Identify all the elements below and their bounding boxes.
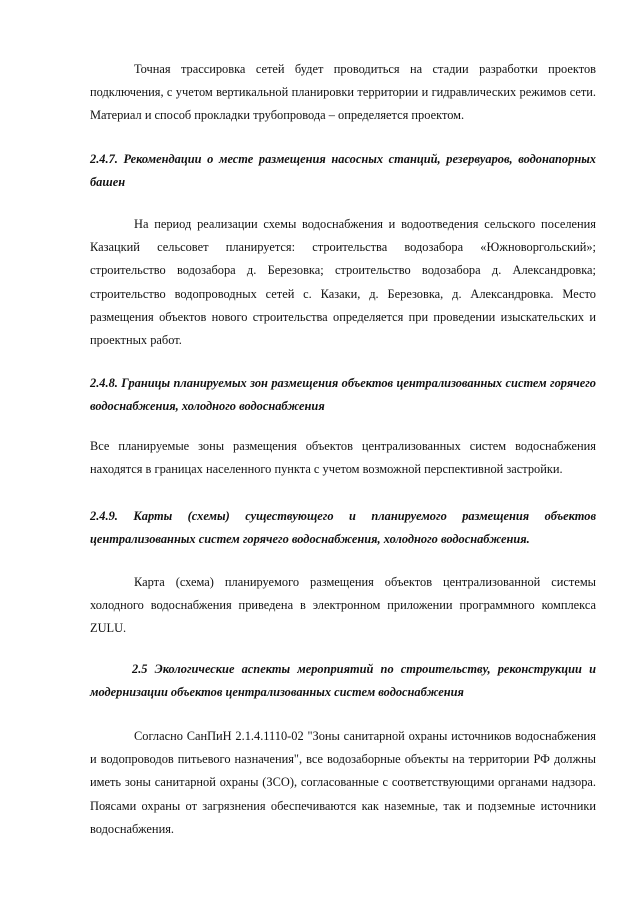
- paragraph-water-intake-plans: На период реализации схемы водоснабжения и водоотведения сельского поселения Казацкий сельсовет планируется: строительства водозабора «Южноворгольский»; строительство водозабора д. Березовка; строительство водозабора д. Александровка; строительство водопроводных сетей с. Казаки, д. Березовка, д. Александровка. Место размещения объектов нового строительства определяется при проведении изыскательских и проектных работ.: [90, 217, 596, 348]
- heading-2-4-7: 2.4.7. Рекомендации о месте размещения насосных станций, резервуаров, водонапорных башен: [90, 152, 596, 190]
- heading-2-5: 2.5 Экологические аспекты мероприятий по строительству, реконструкции и модернизации объектов централизованных систем водоснабжения: [90, 662, 596, 700]
- heading-2-4-9: 2.4.9. Карты (схемы) существующего и планируемого размещения объектов централизованных систем горячего водоснабжения, холодного водоснабжения.: [90, 509, 596, 547]
- paragraph-zulu-map: Карта (схема) планируемого размещения объектов централизованной системы холодного водоснабжения приведена в электронном приложении программного комплекса ZULU.: [90, 575, 596, 636]
- paragraph-network-tracing: Точная трассировка сетей будет проводиться на стадии разработки проектов подключения, с учетом вертикальной планировки территории и гидравлических режимов сети. Материал и способ прокладки трубопровода – определяется проектом.: [90, 62, 596, 123]
- paragraph-planned-zones: Все планируемые зоны размещения объектов централизованных систем водоснабжения находятся в границах населенного пункта с учетом возможной перспективной застройки.: [90, 439, 596, 477]
- paragraph-sanpin-zso: Согласно СанПиН 2.1.4.1110-02 "Зоны санитарной охраны источников водоснабжения и водопроводов питьевого назначения", все водозаборные объекты на территории РФ должны иметь зоны санитарной охраны (ЗСО), согласованные с соответствующими органами надзора. Поясами охраны от загрязнения обеспечиваются как наземные, так и подземные источники водоснабжения.: [90, 729, 596, 836]
- heading-2-4-8: 2.4.8. Границы планируемых зон размещения объектов централизованных систем горячего водоснабжения, холодного водоснабжения: [90, 376, 596, 414]
